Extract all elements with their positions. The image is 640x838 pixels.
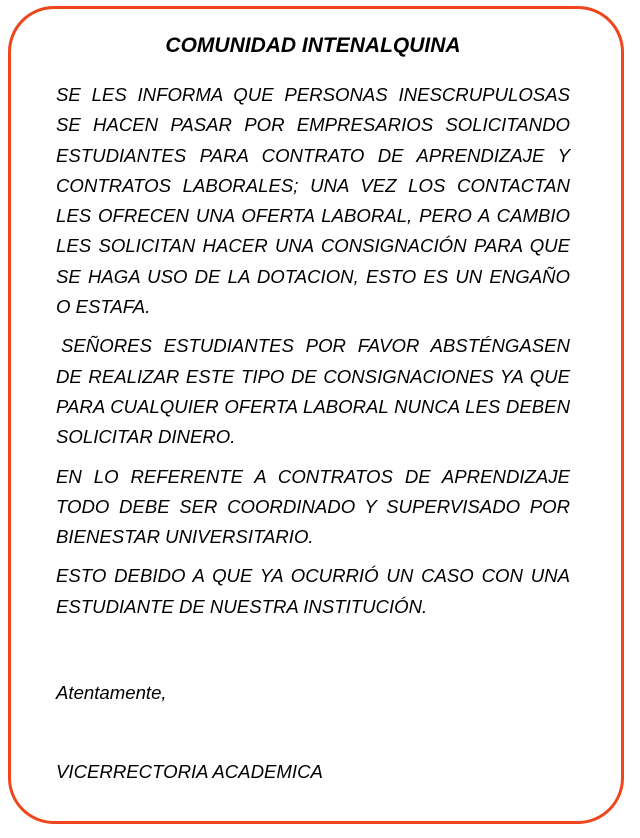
- paragraph-apprenticeship: EN LO REFERENTE A CONTRATOS DE APRENDIZAJE TODO DEBE SER COORDINADO Y SUPERVISADO POR BIENESTAR UNIVERSITARIO.: [56, 465, 570, 548]
- signature: VICERRECTORIA ACADEMICA: [56, 761, 323, 782]
- notice-title: COMUNIDAD INTENALQUINA: [165, 34, 461, 57]
- notice-body: [56, 80, 570, 631]
- closing-salutation: Atentamente,: [56, 682, 167, 703]
- paragraph-advice: SEÑORES ESTUDIANTES POR FAVOR ABSTÉNGASEN DE REALIZAR ESTE TIPO DE CONSIGNACIONES YA QUE PARA CUALQUIER OFERTA LABORAL NUNCA LES DEBEN SOLICITAR DINERO.: [56, 335, 570, 448]
- paragraph-reason: ESTO DEBIDO A QUE YA OCURRIÓ UN CASO CON UNA ESTUDIANTE DE NUESTRA INSTITUCIÓN.: [56, 565, 570, 617]
- paragraph-warning: SE LES INFORMA QUE PERSONAS INESCRUPULOSAS SE HACEN PASAR POR EMPRESARIOS SOLICITANDO ESTUDIANTES PARA CONTRATO DE APRENDIZAJE Y CONTRATOS LABORALES; UNA VEZ LOS CONTACTAN LES OFRECEN UNA OFERTA LABORAL, PERO A CAMBIO LES SOLICITAN HACER UNA CONSIGNACIÓN PARA QUE SE HAGA USO DE LA DOTACION, ESTO ES UN ENGAÑO O ESTAFA.: [56, 84, 570, 318]
